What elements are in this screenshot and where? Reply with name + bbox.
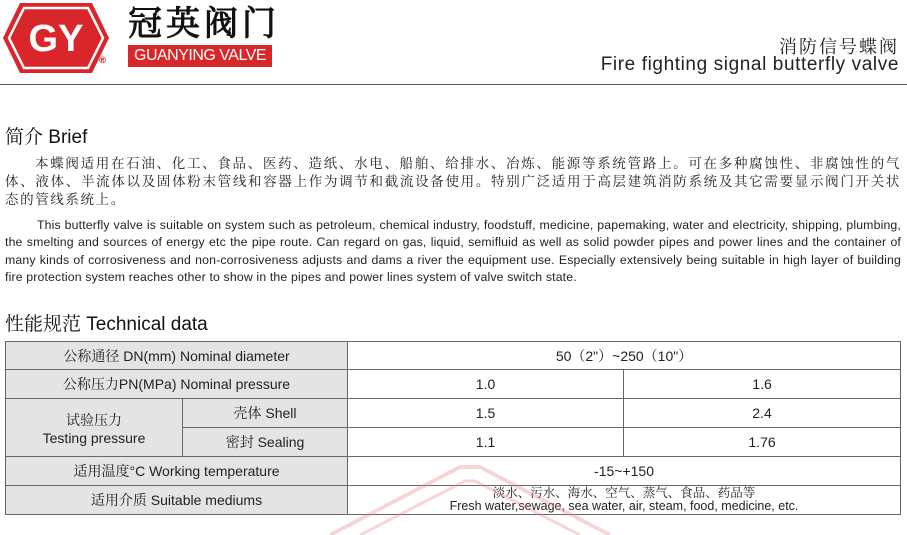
brief-paragraph-cn: 本蝶阀适用在石油、化工、食品、医药、造纸、水电、船舶、给排水、冶炼、能源等系统管路上。可在多种腐蚀性、非腐蚀性的气体、液体、半流体以及固体粉末管线和容器上作为调节和截流设备使用。特别广泛适用于高层建筑消防系统及其它需要显示阀门开关状态的管线系统上。 — [5, 156, 901, 208]
table-row — [6, 370, 901, 399]
testing-pressure-label-cn: 试验压力 — [66, 411, 122, 428]
testing-pressure-label — [6, 399, 183, 457]
suitable-mediums-label: 适用介质 Suitable mediums — [6, 486, 348, 515]
sealing-value-1: 1.1 — [348, 428, 624, 457]
suitable-mediums-value-en: Fresh water,sewage, sea water, air, steam, food, medicine, etc. — [449, 499, 799, 513]
watermark-outline — [330, 455, 610, 535]
nominal-diameter-label: 公称通径 DN(mm) Nominal diameter — [6, 342, 348, 370]
registered-mark: ® — [98, 56, 107, 66]
shell-value-1: 1.5 — [348, 399, 624, 428]
nominal-pressure-value-1: 1.0 — [348, 370, 624, 399]
table-row — [6, 399, 901, 428]
product-title-cn: 消防信号蝶阀 — [779, 37, 899, 58]
table-row — [6, 342, 901, 370]
header-divider — [0, 84, 907, 85]
brand-name-cn: 冠英阀门 — [128, 4, 280, 44]
shell-value-2: 2.4 — [624, 399, 901, 428]
logo-mark-text: GY — [28, 18, 84, 60]
brand-name-en: GUANYING VALVE — [128, 45, 272, 67]
working-temperature-label: 适用温度°C Working temperature — [6, 457, 348, 486]
brief-heading: 简介 Brief — [5, 127, 88, 148]
product-title-en: Fire fighting signal butterfly valve — [600, 54, 899, 75]
nominal-diameter-value: 50（2"）~250（10"） — [348, 342, 901, 370]
nominal-pressure-value-2: 1.6 — [624, 370, 901, 399]
shell-label: 壳体 Shell — [183, 399, 348, 428]
sealing-value-2: 1.76 — [624, 428, 901, 457]
testing-pressure-label-en: Testing pressure — [42, 429, 146, 446]
gy-logo-mark — [2, 2, 110, 74]
brief-paragraph-en: This butterfly valve is suitable on system such as petroleum, chemical industry, foodstuff, medicine, papemaking, water and electricity, shipping, plumbing, the smelting and sources of energy etc the pipe route. Can regard on gas, liquid, semifluid as well as solid powder pipes and power lines and the container of many kinds of corrosiveness and non-corrosiveness adjusts and dams a river the equipment use. Especially extensively being suitable in high layer of building fire protection system reaches other to show in the pipes and power lines system of valve switch state. — [5, 218, 901, 285]
suitable-mediums-value-cn: 淡水、污水、海水、空气、蒸气、食品、药品等 — [492, 486, 756, 500]
nominal-pressure-label: 公称压力PN(MPa) Nominal pressure — [6, 370, 348, 399]
sealing-label: 密封 Sealing — [183, 428, 348, 457]
working-temperature-value: -15~+150 — [348, 457, 901, 486]
technical-data-heading: 性能规范 Technical data — [5, 314, 208, 335]
